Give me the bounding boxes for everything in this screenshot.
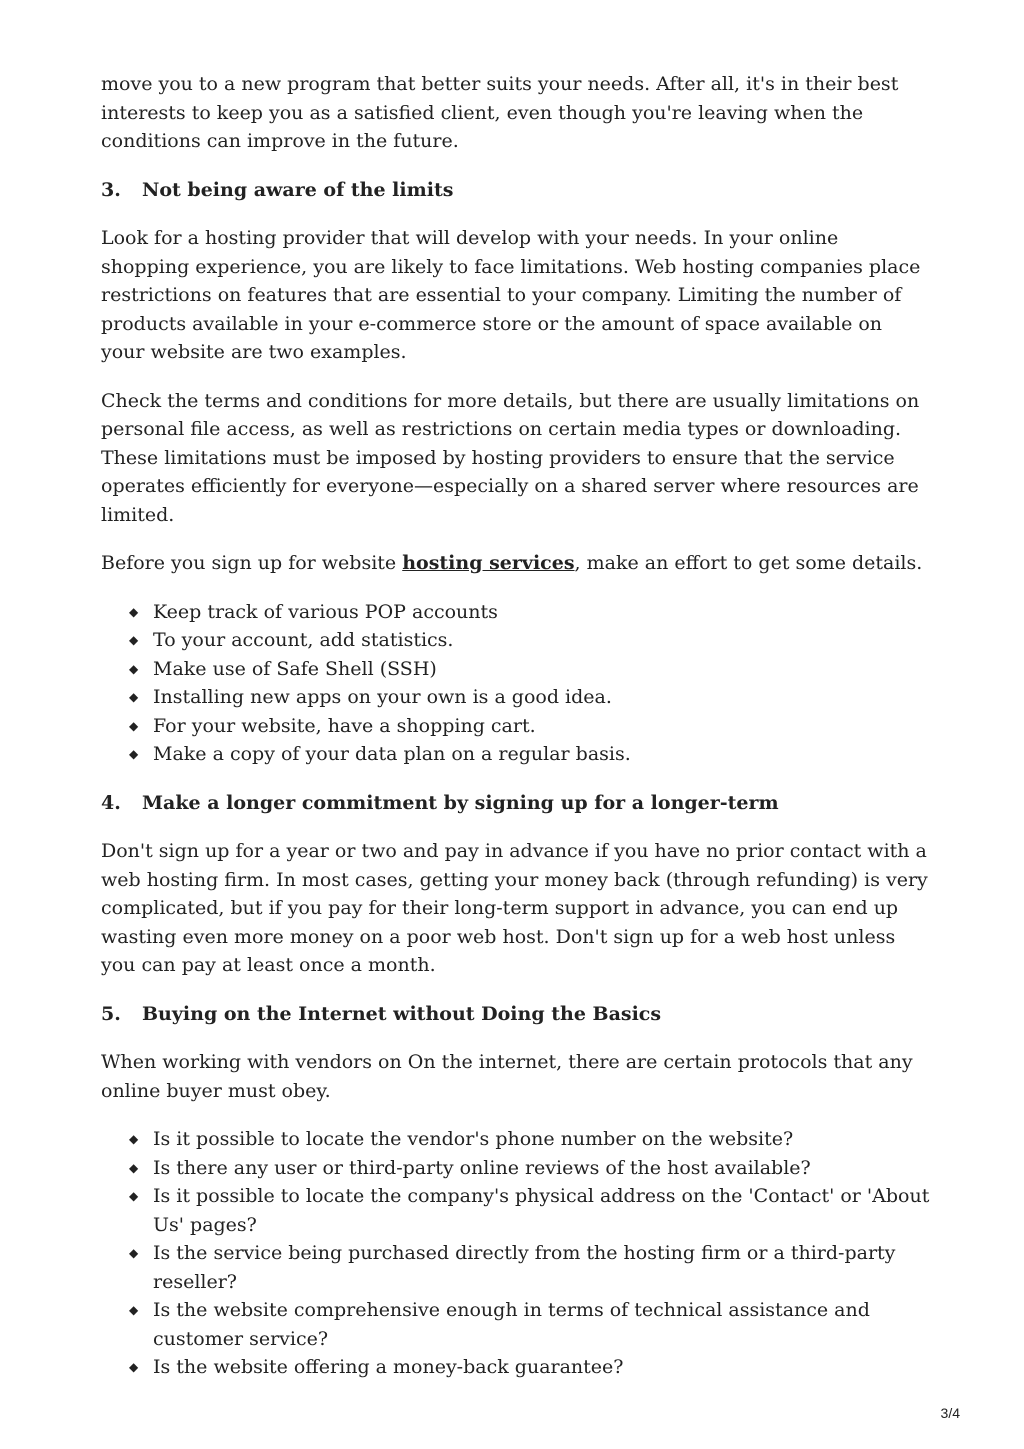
bullet-icon: ◆ <box>129 1360 139 1374</box>
bullet-icon: ◆ <box>129 633 139 647</box>
hosting-services-link[interactable]: hosting services <box>402 552 575 574</box>
section-3-paragraph-2: Check the terms and conditions for more details, but there are usually limitations on personal file access, as well as restrictions on certain media types or downloading. These limitations must be imposed by hosting providers to ensure that the service operates efficiently for everyone—especially on a shared server where resources are limited. <box>101 389 920 526</box>
list-item <box>129 1125 931 1154</box>
list-item-text: Is the website offering a money-back guarantee? <box>153 1356 624 1378</box>
section-5-heading <box>101 1000 931 1029</box>
page-number: 3/4 <box>940 1405 960 1421</box>
section-3-list <box>101 598 931 769</box>
bullet-icon: ◆ <box>129 690 139 704</box>
list-item <box>129 598 931 627</box>
section-3-title: Not being aware of the limits <box>142 178 454 201</box>
list-item <box>129 1353 931 1382</box>
list-item-text: Make a copy of your data plan on a regular basis. <box>153 743 631 765</box>
list-item <box>129 1154 931 1183</box>
list-item-text: Keep track of various POP accounts <box>153 600 498 623</box>
paragraph-text: Before you sign up for website <box>101 552 403 574</box>
list-item-text: Make use of Safe Shell (SSH) <box>153 657 437 680</box>
bullet-icon: ◆ <box>129 604 139 619</box>
section-3-paragraph-1: Look for a hosting provider that will develop with your needs. In your online shopping experience, you are likely to face limitations. Web hosting companies place restrictions on features that are essential to your company. Limiting the number of products available in your e-commerce store or the amount of space available on your website are two examples. <box>101 227 921 363</box>
section-3-paragraph-3 <box>101 549 931 578</box>
list-item-text: To your account, add statistics. <box>153 629 454 651</box>
document-page <box>101 70 931 1402</box>
list-item <box>129 683 931 712</box>
section-3-number: 3. <box>101 178 121 201</box>
section-5-number: 5. <box>101 1002 121 1025</box>
bullet-icon: ◆ <box>129 1189 139 1203</box>
list-item-text: For your website, have a shopping cart. <box>153 714 536 737</box>
list-item <box>129 1296 931 1353</box>
section-4-heading <box>101 789 931 818</box>
intro-paragraph: move you to a new program that better suits your needs. After all, it's in their best interests to keep you as a satisfied client, even though you're leaving when the conditions can improve in the future. <box>101 73 899 152</box>
bullet-icon: ◆ <box>129 718 139 733</box>
list-item <box>129 655 931 684</box>
section-4-title: Make a longer commitment by signing up for a longer-term <box>142 791 779 814</box>
bullet-icon: ◆ <box>129 1303 139 1317</box>
section-5-title: Buying on the Internet without Doing the Basics <box>142 1002 662 1025</box>
list-item-text: Is the website comprehensive enough in terms of technical assistance and customer service? <box>153 1299 870 1350</box>
bullet-icon: ◆ <box>129 661 139 676</box>
list-item-text: Is it possible to locate the company's physical address on the 'Contact' or 'About Us' pages? <box>153 1185 930 1236</box>
section-5-paragraph-1: When working with vendors on On the internet, there are certain protocols that any online buyer must obey. <box>101 1051 913 1102</box>
list-item <box>129 740 931 769</box>
bullet-icon: ◆ <box>129 1246 139 1260</box>
list-item-text: Installing new apps on your own is a good idea. <box>153 686 612 708</box>
bullet-icon: ◆ <box>129 747 139 761</box>
list-item-text: Is the service being purchased directly from the hosting firm or a third-party reseller? <box>153 1242 896 1293</box>
list-item <box>129 626 931 655</box>
section-3-heading <box>101 176 931 205</box>
bullet-icon: ◆ <box>129 1132 139 1146</box>
list-item <box>129 712 931 741</box>
bullet-icon: ◆ <box>129 1160 139 1175</box>
section-4-number: 4. <box>101 791 121 814</box>
section-4-paragraph-1: Don't sign up for a year or two and pay in advance if you have no prior contact with a web hosting firm. In most cases, getting your money back (through refunding) is very complicated, but if you pay for their long-term support in advance, you can end up wasting even more money on a poor web host. Don't sign up for a web host unless you can pay at least once a month. <box>101 840 928 976</box>
list-item <box>129 1239 931 1296</box>
list-item <box>129 1182 931 1239</box>
list-item-text: Is it possible to locate the vendor's phone number on the website? <box>153 1128 794 1150</box>
section-5-list <box>101 1125 931 1382</box>
paragraph-text: , make an effort to get some details. <box>574 552 923 574</box>
list-item-text: Is there any user or third-party online reviews of the host available? <box>153 1156 811 1179</box>
